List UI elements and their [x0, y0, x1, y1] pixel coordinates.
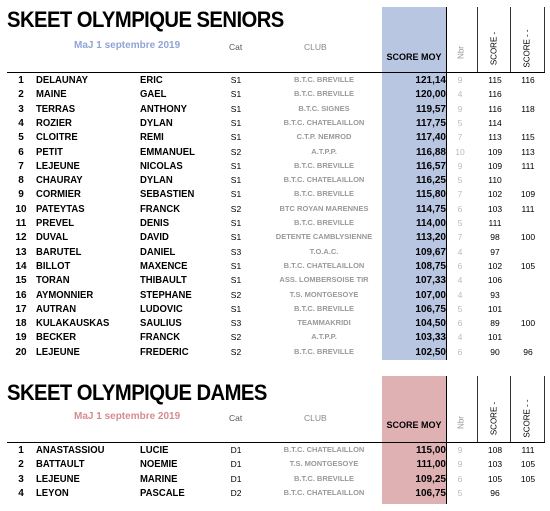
club-cell: B.T.C. BREVILLE: [293, 473, 354, 483]
table-row: [0, 187, 550, 202]
count-cell: 9: [457, 160, 463, 171]
table-row: [0, 486, 550, 501]
last-name-cell: MAINE: [36, 89, 67, 101]
club-cell: B.T.C. BREVILLE: [293, 89, 354, 99]
first-name-cell: DENIS: [140, 218, 170, 229]
last-name-cell: TORAN: [36, 275, 70, 287]
category-cell: S2: [230, 332, 242, 343]
score-minus-cell: 109: [487, 160, 503, 171]
first-name-cell: FREDERIC: [140, 346, 189, 358]
category-cell: S1: [230, 103, 242, 114]
last-name-cell: ROZIER: [36, 117, 72, 129]
last-name-cell: BATTAULT: [36, 459, 85, 471]
score-minus-cell: 109: [487, 146, 503, 157]
score-minus-minus-cell: 118: [521, 103, 535, 114]
club-cell: B.T.C. BREVILLE: [293, 160, 354, 170]
table-row: [0, 87, 550, 102]
score-minus-cell: 97: [490, 246, 500, 257]
average-score-cell: 113,20: [415, 232, 446, 244]
average-score-cell: 107,00: [415, 289, 446, 301]
last-name-cell: KULAKAUSKAS: [36, 318, 110, 330]
category-cell: S1: [230, 75, 242, 85]
category-cell: S2: [230, 289, 242, 300]
first-name-cell: DYLAN: [140, 117, 173, 129]
club-cell: ASS. LOMBERSOISE TIR: [279, 275, 369, 285]
score-minus-minus-cell: 111: [521, 160, 535, 171]
first-name-cell: MAXENCE: [140, 260, 188, 272]
average-score-cell: 102,50: [415, 346, 446, 358]
average-score-cell: 116,57: [415, 160, 446, 172]
first-name-cell: EMMANUEL: [140, 146, 195, 158]
table-row: [0, 457, 550, 472]
score-minus-cell: 102: [487, 189, 503, 200]
average-score-cell: 120,00: [415, 89, 446, 101]
rank-cell: 12: [15, 232, 27, 244]
first-name-cell: ANTHONY: [140, 103, 187, 115]
first-name-cell: LUCIE: [140, 445, 169, 456]
score-minus-minus-cell: 115: [521, 132, 535, 143]
score-minus-cell: 116: [488, 89, 502, 100]
score-minus-cell: 102: [487, 260, 503, 271]
average-score-cell: 109,67: [415, 246, 446, 258]
score-minus-cell: 108: [487, 445, 503, 455]
average-score-cell: 106,75: [415, 303, 446, 315]
rank-cell: 7: [18, 160, 24, 172]
table-row: [0, 345, 550, 360]
first-name-cell: NOEMIE: [140, 459, 178, 471]
last-name-cell: LEJEUNE: [36, 473, 80, 485]
club-cell: B.T.C. CHATELAILLON: [283, 260, 365, 270]
count-cell: 4: [457, 275, 463, 286]
rank-cell: 9: [18, 189, 24, 201]
dames-update-date: MaJ 1 septembre 2019: [74, 411, 181, 422]
last-name-cell: CORMIER: [36, 189, 81, 201]
seniors-header-score-minus-minus: SCORE - -: [522, 29, 532, 68]
rank-cell: 4: [18, 487, 24, 499]
rank-cell: 15: [15, 275, 27, 287]
count-cell: 5: [457, 175, 463, 186]
last-name-cell: LEJEUNE: [36, 160, 80, 172]
count-cell: 5: [457, 487, 463, 498]
seniors-update-date: MaJ 1 septembre 2019: [74, 40, 181, 51]
seniors-header-cat: Cat: [229, 42, 243, 52]
category-cell: S1: [230, 275, 242, 286]
score-minus-cell: 89: [490, 318, 500, 329]
last-name-cell: PATEYTAS: [36, 203, 85, 215]
category-cell: D1: [230, 445, 242, 455]
count-cell: 9: [457, 75, 463, 85]
first-name-cell: DYLAN: [140, 175, 173, 187]
rank-cell: 3: [18, 473, 24, 485]
club-cell: TEAMMAKRIDI: [297, 318, 351, 328]
category-cell: S1: [230, 89, 242, 100]
score-minus-minus-cell: 96: [523, 346, 533, 357]
table-row: [0, 102, 550, 117]
first-name-cell: DANIEL: [140, 246, 176, 258]
rank-cell: 8: [18, 175, 24, 187]
average-score-cell: 114,75: [415, 203, 446, 215]
score-minus-cell: 101: [487, 303, 503, 314]
last-name-cell: BECKER: [36, 332, 77, 344]
first-name-cell: GAEL: [140, 89, 167, 101]
rank-cell: 1: [18, 445, 24, 456]
category-cell: S3: [230, 318, 242, 329]
category-cell: S1: [230, 303, 242, 314]
count-cell: 4: [457, 289, 463, 300]
table-row: [0, 216, 550, 231]
average-score-cell: 121,14: [415, 75, 446, 86]
rank-cell: 2: [18, 89, 24, 101]
rank-cell: 3: [18, 103, 24, 115]
table-row: [0, 259, 550, 274]
first-name-cell: NICOLAS: [140, 160, 183, 172]
score-minus-minus-cell: 105: [520, 260, 536, 271]
score-minus-minus-cell: 105: [520, 473, 536, 484]
dames-divider-2: [510, 376, 511, 442]
first-name-cell: FRANCK: [140, 203, 181, 215]
rank-cell: 16: [15, 289, 27, 301]
category-cell: D1: [230, 459, 242, 470]
first-name-cell: PASCALE: [140, 487, 185, 499]
score-minus-cell: 96: [490, 487, 500, 498]
average-score-cell: 117,40: [415, 132, 446, 144]
rank-cell: 4: [18, 117, 24, 129]
rank-cell: 11: [15, 218, 27, 229]
club-cell: T.O.A.C.: [309, 246, 339, 256]
score-minus-cell: 114: [488, 117, 502, 128]
seniors-header-score: SCORE MOY: [386, 52, 442, 62]
dames-header-cat: Cat: [229, 413, 243, 423]
table-row: [0, 288, 550, 303]
count-cell: 10: [455, 146, 465, 157]
last-name-cell: LEYON: [36, 487, 69, 499]
table-row: [0, 472, 550, 487]
first-name-cell: FRANCK: [140, 332, 181, 344]
category-cell: S3: [230, 246, 242, 257]
average-score-cell: 106,75: [415, 487, 446, 499]
table-row: [0, 116, 550, 131]
first-name-cell: LUDOVIC: [140, 303, 183, 315]
club-cell: A.T.P.P.: [311, 146, 337, 156]
club-cell: B.T.C. BREVILLE: [293, 189, 354, 199]
seniors-divider-2: [510, 7, 511, 72]
dames-divider-1: [477, 376, 478, 442]
club-cell: T.S. MONTGESOYE: [289, 289, 359, 299]
seniors-header-score-minus: SCORE -: [489, 31, 499, 66]
last-name-cell: DELAUNAY: [36, 75, 88, 86]
category-cell: S2: [230, 346, 242, 357]
category-cell: S2: [230, 146, 242, 157]
first-name-cell: MARINE: [140, 473, 178, 485]
club-cell: T.S. MONTGESOYE: [289, 459, 359, 469]
score-minus-cell: 105: [487, 473, 503, 484]
count-cell: 6: [457, 203, 463, 214]
table-row: [0, 159, 550, 174]
score-minus-cell: 106: [487, 275, 503, 286]
club-cell: B.T.C. BREVILLE: [293, 346, 354, 356]
table-row: [0, 130, 550, 145]
average-score-cell: 114,00: [415, 218, 446, 229]
first-name-cell: SAULIUS: [140, 318, 182, 330]
average-score-cell: 117,75: [415, 117, 446, 129]
club-cell: B.T.C. CHATELAILLON: [283, 445, 365, 454]
score-minus-cell: 90: [490, 346, 500, 357]
category-cell: S1: [230, 117, 242, 128]
count-cell: 9: [457, 103, 463, 114]
score-minus-cell: 116: [488, 103, 502, 114]
average-score-cell: 111,00: [416, 459, 446, 471]
score-minus-minus-cell: 105: [520, 459, 536, 470]
last-name-cell: ANASTASSIOU: [36, 445, 105, 456]
club-cell: B.T.C. SIGNES: [298, 103, 350, 113]
seniors-header-nbr: Nbr: [456, 46, 466, 59]
club-cell: B.T.C. BREVILLE: [293, 218, 354, 227]
last-name-cell: CLOITRE: [36, 132, 78, 144]
category-cell: D1: [230, 473, 242, 484]
score-minus-minus-cell: 111: [521, 203, 535, 214]
category-cell: S1: [230, 132, 242, 143]
average-score-cell: 103,33: [415, 332, 446, 344]
club-cell: B.T.C. CHATELAILLON: [283, 487, 365, 497]
score-minus-cell: 101: [487, 332, 503, 343]
average-score-cell: 115,80: [415, 189, 446, 201]
score-minus-minus-cell: 116: [521, 75, 535, 85]
score-minus-cell: 111: [488, 218, 502, 228]
rank-cell: 19: [15, 332, 27, 344]
average-score-cell: 109,25: [415, 473, 446, 485]
average-score-cell: 107,33: [415, 275, 446, 287]
count-cell: 6: [457, 473, 463, 484]
last-name-cell: PETIT: [36, 146, 63, 158]
count-cell: 4: [457, 332, 463, 343]
count-cell: 7: [457, 232, 463, 243]
score-minus-cell: 93: [490, 289, 500, 300]
category-cell: S2: [230, 203, 242, 214]
club-cell: A.T.P.P.: [311, 332, 337, 342]
dames-header-score-minus-minus: SCORE - -: [522, 399, 532, 438]
count-cell: 6: [457, 260, 463, 271]
table-row: [0, 230, 550, 245]
seniors-divider-1: [477, 7, 478, 72]
category-cell: S1: [230, 218, 242, 228]
last-name-cell: CHAURAY: [36, 175, 83, 187]
average-score-cell: 116,88: [415, 146, 446, 158]
table-row: [0, 145, 550, 160]
average-score-cell: 115,00: [415, 445, 446, 456]
table-row: [0, 330, 550, 345]
score-minus-minus-cell: 113: [521, 146, 535, 157]
score-minus-minus-cell: 111: [521, 445, 535, 455]
score-minus-cell: 103: [487, 203, 503, 214]
table-row: [0, 245, 550, 260]
category-cell: S1: [230, 189, 242, 200]
last-name-cell: AUTRAN: [36, 303, 77, 315]
rank-cell: 20: [15, 346, 27, 358]
count-cell: 4: [457, 246, 463, 257]
club-cell: C.T.P. NEMROD: [296, 132, 352, 142]
category-cell: D2: [230, 487, 242, 498]
dames-header-nbr: Nbr: [456, 416, 466, 429]
category-cell: S1: [230, 160, 242, 171]
count-cell: 7: [457, 132, 463, 143]
club-cell: BTC ROYAN MARENNES: [279, 203, 369, 213]
rank-cell: 17: [15, 303, 27, 315]
score-minus-minus-cell: 109: [520, 189, 536, 200]
count-cell: 5: [457, 303, 463, 314]
club-cell: B.T.C. CHATELAILLON: [283, 175, 365, 185]
table-row: [0, 316, 550, 331]
table-row: [0, 443, 550, 458]
rank-cell: 14: [15, 260, 27, 272]
last-name-cell: LEJEUNE: [36, 346, 80, 358]
first-name-cell: DAVID: [140, 232, 169, 244]
count-cell: 9: [457, 445, 463, 455]
average-score-cell: 116,25: [415, 175, 446, 187]
first-name-cell: STEPHANE: [140, 289, 192, 301]
dames-title: SKEET OLYMPIQUE DAMES: [7, 380, 267, 405]
table-row: [0, 302, 550, 317]
club-cell: B.T.C. CHATELAILLON: [283, 117, 365, 127]
first-name-cell: THIBAULT: [140, 275, 187, 287]
count-cell: 7: [457, 189, 463, 200]
table-row: [0, 202, 550, 217]
score-minus-cell: 110: [488, 175, 502, 186]
rank-cell: 1: [18, 75, 24, 86]
score-minus-cell: 115: [488, 75, 502, 85]
first-name-cell: ERIC: [140, 75, 163, 86]
dames-divider-3: [544, 376, 545, 442]
last-name-cell: PREVEL: [36, 218, 75, 229]
category-cell: S1: [230, 175, 242, 186]
category-cell: S1: [230, 232, 242, 243]
count-cell: 5: [457, 218, 463, 228]
last-name-cell: BILLOT: [36, 260, 71, 272]
last-name-cell: AYMONNIER: [36, 289, 94, 301]
score-minus-minus-cell: 100: [520, 232, 536, 243]
rank-cell: 6: [18, 146, 24, 158]
dames-header-club: CLUB: [304, 413, 327, 423]
count-cell: 6: [457, 318, 463, 329]
rank-cell: 5: [18, 132, 24, 144]
average-score-cell: 104,50: [415, 318, 446, 330]
seniors-header-club: CLUB: [304, 42, 327, 52]
dames-header-score-minus: SCORE -: [489, 401, 499, 436]
table-row: [0, 173, 550, 188]
score-minus-cell: 103: [487, 459, 503, 470]
seniors-title: SKEET OLYMPIQUE SENIORS: [7, 7, 284, 32]
average-score-cell: 119,57: [415, 103, 446, 115]
category-cell: S1: [230, 260, 242, 271]
dames-header-score: SCORE MOY: [386, 420, 442, 430]
table-row: [0, 73, 550, 88]
first-name-cell: REMI: [140, 132, 164, 144]
rank-cell: 10: [15, 203, 27, 215]
rank-cell: 2: [18, 459, 24, 471]
count-cell: 4: [457, 89, 463, 100]
rank-cell: 18: [15, 318, 27, 330]
count-cell: 6: [457, 346, 463, 357]
last-name-cell: DUVAL: [36, 232, 69, 244]
club-cell: B.T.C. BREVILLE: [293, 303, 354, 313]
average-score-cell: 108,75: [415, 260, 446, 272]
club-cell: DETENTE CAMBLYSIENNE: [275, 232, 373, 242]
score-minus-cell: 98: [490, 232, 500, 243]
club-cell: B.T.C. BREVILLE: [293, 75, 354, 84]
count-cell: 9: [457, 459, 463, 470]
seniors-divider-3: [544, 7, 545, 72]
score-minus-minus-cell: 100: [520, 318, 536, 329]
last-name-cell: TERRAS: [36, 103, 76, 115]
table-row: [0, 273, 550, 288]
score-minus-cell: 113: [488, 132, 502, 143]
first-name-cell: SEBASTIEN: [140, 189, 195, 201]
count-cell: 5: [457, 117, 463, 128]
rank-cell: 13: [15, 246, 27, 258]
last-name-cell: BARUTEL: [36, 246, 82, 258]
